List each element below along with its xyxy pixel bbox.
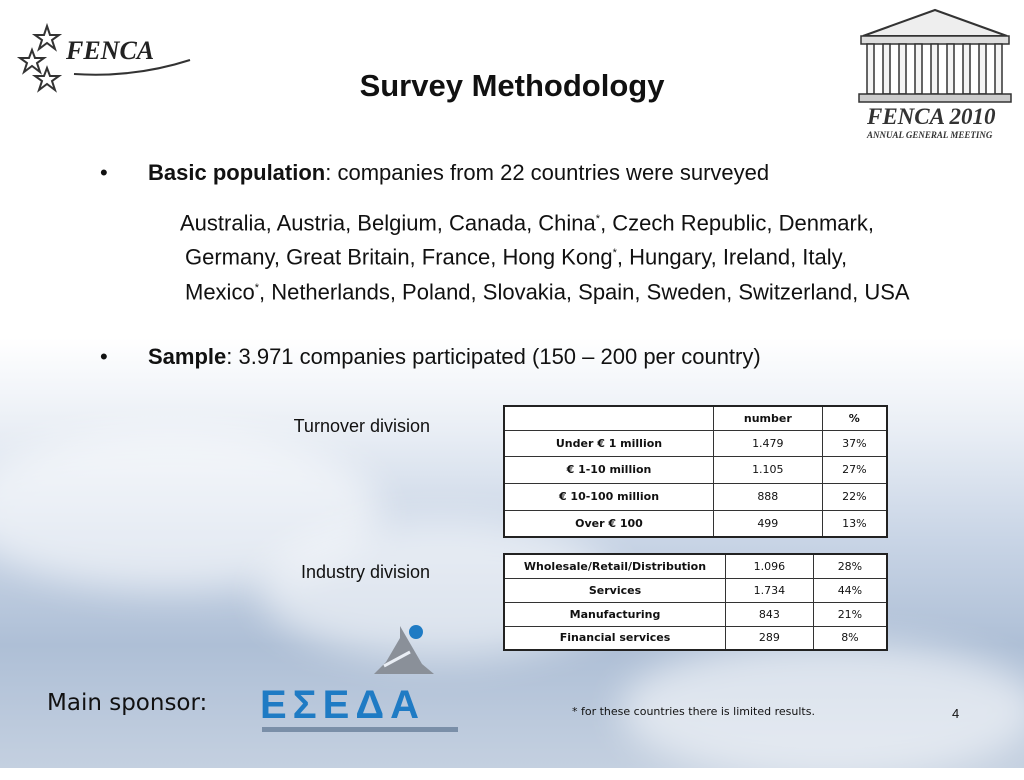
cell-number: 1.734 xyxy=(726,578,814,602)
bullet-icon: • xyxy=(100,344,108,369)
event-logo-subtitle: ANNUAL GENERAL MEETING xyxy=(867,130,993,140)
table-row xyxy=(504,554,887,578)
row-label: € 1-10 million xyxy=(504,456,714,483)
turnover-table xyxy=(503,405,888,538)
cell-number: 1.479 xyxy=(714,430,823,456)
bullet-heading: Basic population xyxy=(148,160,326,185)
page-number: 4 xyxy=(952,706,960,721)
sponsor-label: Main sponsor: xyxy=(47,690,208,716)
cell-percent: 28% xyxy=(813,554,887,578)
cell-number: 843 xyxy=(726,602,814,626)
row-label: Services xyxy=(504,578,726,602)
bullet-heading: Sample xyxy=(148,344,227,369)
row-label: Wholesale/Retail/Distribution xyxy=(504,554,726,578)
logo-text: FENCA xyxy=(66,36,155,65)
footnote-marker: * xyxy=(595,213,601,225)
sponsor-logo-underline xyxy=(262,727,458,732)
cell-number: 1.096 xyxy=(726,554,814,578)
table-header-cell: number xyxy=(714,406,823,430)
bullet-icon: • xyxy=(100,160,108,185)
sponsor-emblem-icon xyxy=(370,622,436,678)
table-row xyxy=(504,578,887,602)
country-text: , Hungary, Ireland, Italy, Mexico xyxy=(185,244,848,304)
footnote-marker: * xyxy=(254,281,259,294)
cell-percent: 21% xyxy=(813,602,887,626)
row-label: € 10-100 million xyxy=(504,483,714,510)
sponsor-logo: ΕΣΕΔΑ xyxy=(260,683,425,727)
country-text: Australia, Austria, Belgium, Canada, China xyxy=(180,210,596,236)
bullet-text: : 3.971 companies participated (150 – 200 per country) xyxy=(226,344,761,369)
table-row xyxy=(504,602,887,626)
cell-number: 289 xyxy=(726,626,814,650)
table-header-cell xyxy=(504,406,714,430)
cell-percent: 27% xyxy=(822,456,887,483)
row-label: Manufacturing xyxy=(504,602,726,626)
row-label: Under € 1 million xyxy=(504,430,714,456)
table-header-cell: % xyxy=(822,406,887,430)
cell-number: 499 xyxy=(714,510,823,537)
footnote: * for these countries there is limited results. xyxy=(572,705,815,718)
table-row xyxy=(504,510,887,537)
table-row xyxy=(504,430,887,456)
page-title: Survey Methodology xyxy=(359,68,665,103)
table-header-row xyxy=(504,406,887,430)
cell-percent: 44% xyxy=(813,578,887,602)
cell-number: 1.105 xyxy=(714,456,823,483)
country-list xyxy=(180,204,915,307)
cell-percent: 22% xyxy=(822,483,887,510)
country-text: , Netherlands, Poland, Slovakia, Spain, Sweden, Switzerland, USA xyxy=(258,278,910,304)
turnover-label: Turnover division xyxy=(293,416,430,436)
cell-number: 888 xyxy=(714,483,823,510)
event-logo-title: FENCA 2010 xyxy=(867,104,996,129)
cell-percent: 13% xyxy=(822,510,887,537)
industry-label: Industry division xyxy=(300,562,430,582)
table-row xyxy=(504,483,887,510)
table-row xyxy=(504,626,887,650)
table-row xyxy=(504,456,887,483)
row-label: Over € 100 xyxy=(504,510,714,537)
industry-table xyxy=(503,553,888,651)
bullet-text: : companies from 22 countries were surveyed xyxy=(325,160,770,185)
row-label: Financial services xyxy=(504,626,726,650)
country-text: , Czech Republic, Denmark, Germany, Great Britain, France, Hong Kong xyxy=(185,210,874,270)
footnote-marker: * xyxy=(612,247,617,260)
cell-percent: 8% xyxy=(813,626,887,650)
cell-percent: 37% xyxy=(822,430,887,456)
